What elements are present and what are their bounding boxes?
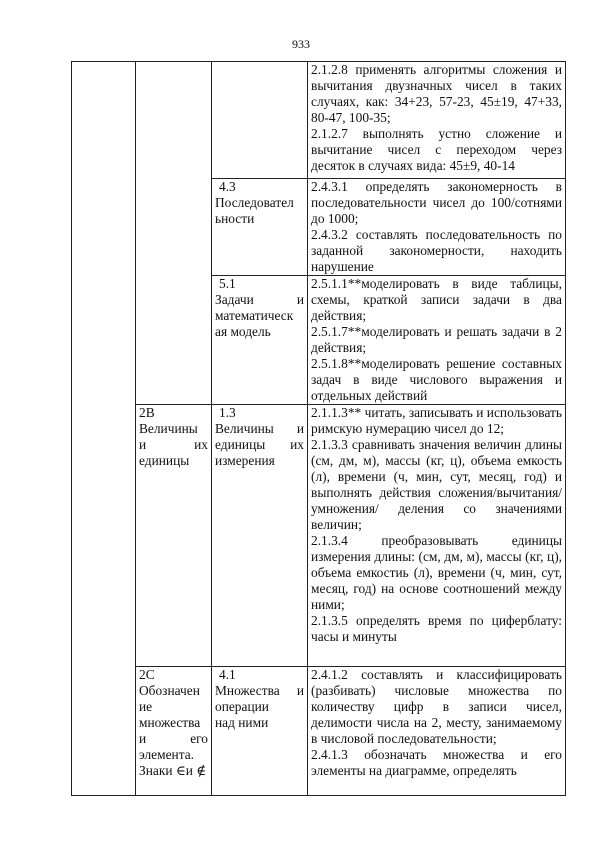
section-code: 2B [139,405,155,420]
topic-title-line: над ними [215,715,269,730]
objective-text: 2.5.1.1**моделировать в виде таблицы, схемы, краткой записи задачи в два действия; [311,276,562,323]
objective-text: 2.4.1.3 обозначать множества и его элементы на диаграмме, определять [311,747,562,778]
topic-cell [212,405,308,667]
table-row [72,405,566,667]
section-title-line: и его [139,731,208,746]
section-cell-empty [136,62,212,405]
section-cell [136,405,212,667]
objective-text: 2.5.1.7**моделировать и решать задачи в 2 действия; [311,324,562,355]
table-row [72,667,566,796]
section-title-line: единицы [139,453,190,468]
topic-title-word: и [296,292,304,307]
topic-title-line: Величины и [215,421,304,436]
topic-cell [212,667,308,796]
section-title-line: ие [139,699,153,714]
topic-code: 4.1 [219,667,236,682]
objectives-cell [308,62,566,179]
topic-title-word: Задачи [215,292,254,307]
page-number: 933 [292,37,310,51]
section-code: 2C [139,667,155,682]
objective-text: 2.1.3.5 определять время по циферблату: часы и минуты [311,613,562,644]
section-title-line: множества [139,715,201,730]
objective-text: 2.5.1.8**моделировать решение составных задач в виде числового выражения и отдельных действий [311,356,562,403]
section-cell [136,667,212,796]
empty-first-column [72,62,136,796]
topic-title-line: Множества и [215,683,304,698]
section-title-line: Обозначен [139,683,200,698]
topic-title-line: ая модель [215,324,271,339]
topic-title-line: измерения [215,453,275,468]
objective-text: 2.1.2.8 применять алгоритмы сложения и вычитания двузначных чисел в таких случаях, как: 34+23, 57-23, 45±19, 47+33, 80-47, 100-35; [311,62,562,125]
objective-text: 2.4.3.1 определять закономерность в последовательности чисел до 100/сотнями до 1000; [311,179,562,226]
topic-title-line: ьности [215,211,255,226]
objectives-cell [308,667,566,796]
topic-code: 4.3 [219,179,236,194]
topic-title-line: Последовател [215,195,294,210]
objective-text: 2.1.2.7 выполнять устно сложение и вычитание чисел с переходом через десяток в случаях вида: 45±9, 40-14 [311,126,562,173]
topic-title-line: математическ [215,308,294,323]
topic-cell-empty [212,62,308,179]
topic-title-line: операции [215,699,269,714]
objectives-cell [308,276,566,405]
objectives-cell [308,179,566,276]
objective-text: 2.1.3.4 преобразовывать единицы измерения длины: (см, дм, м), массы (кг, ц), объема емкостиь (л), времени (ч, мин, сут, месяц, год) на основе соотношений между ними; [311,533,562,612]
section-title-line: элемента. [139,747,195,762]
objective-text: 2.4.3.2 составлять последовательность по заданной закономерности, находить нарушение [311,227,562,274]
topic-code: 5.1 [219,276,236,291]
topic-code: 1.3 [219,405,236,420]
section-title-line: Величины [139,421,198,436]
table-row [72,62,566,179]
topic-cell [212,179,308,276]
topic-title-line [215,292,304,308]
objective-text: 2.4.1.2 составлять и классифицировать (разбивать) числовые множества по количеству цифр в записи чисел, делимости числа на 2, месту, занимаемому в числовой последовательности; [311,667,562,746]
objective-text: 2.1.1.3** читать, записывать и использовать римскую нумерацию чисел до 12; [311,405,562,436]
topic-title-line: единицы их [215,437,304,452]
objectives-cell [308,405,566,667]
curriculum-table [71,61,566,796]
section-title-line: и их [139,437,208,452]
topic-cell [212,276,308,405]
section-title-line: Знаки ∈и ∉ [139,763,207,778]
objective-text: 2.1.3.3 сравнивать значения величин длины (см, дм, м), массы (кг, ц), объема емкость (л), времени (ч, мин, сут, месяц, год) и выполнять действия сложения/вычитания/ умножения/ деления со значениями величин; [311,437,562,532]
